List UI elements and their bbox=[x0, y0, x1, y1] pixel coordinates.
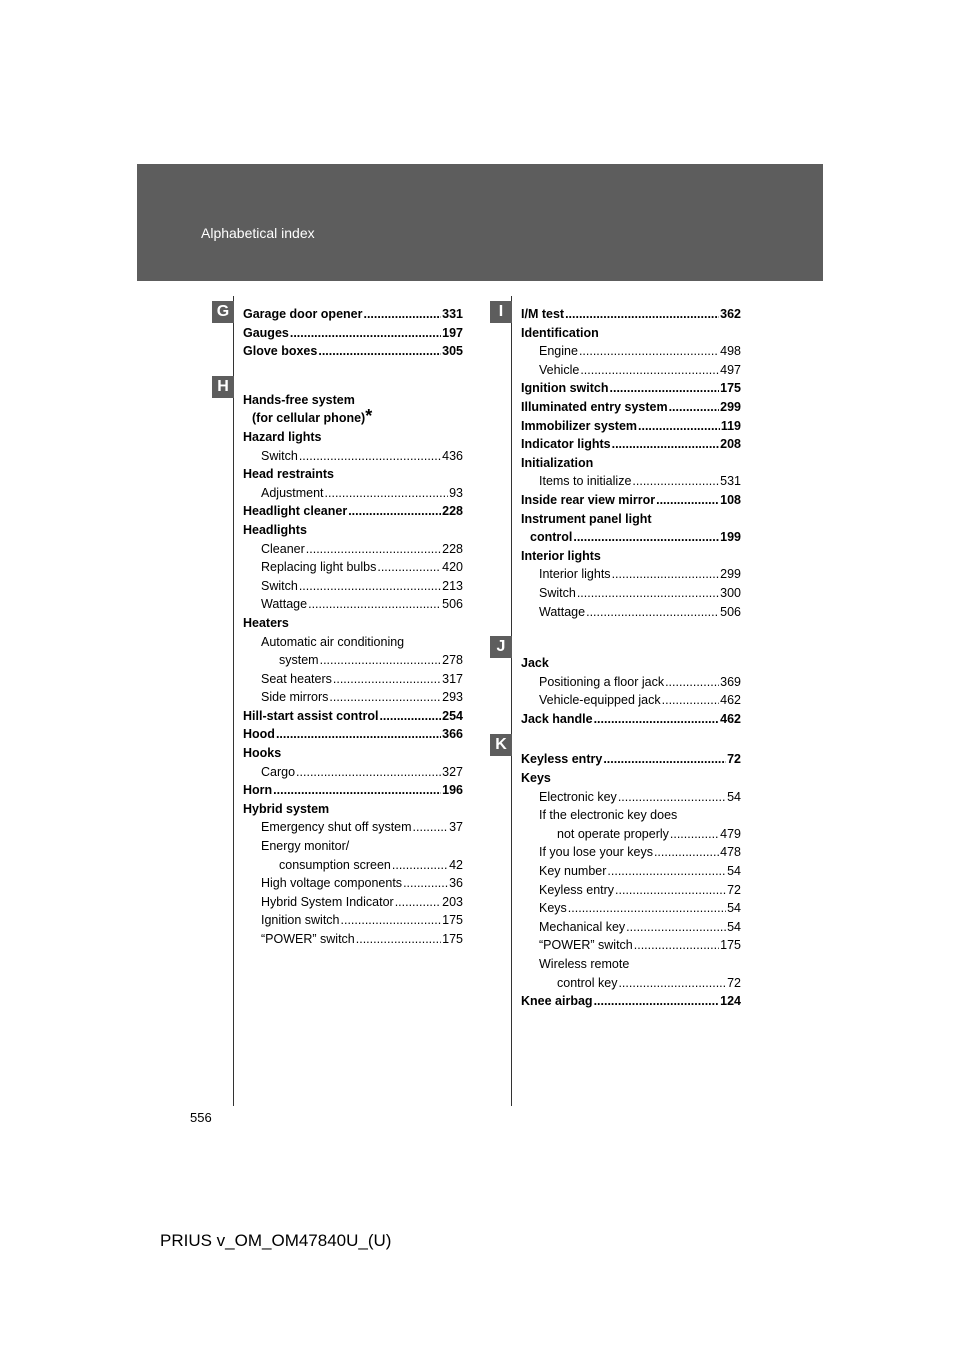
document-footer: PRIUS v_OM_OM47840U_(U) bbox=[160, 1231, 392, 1250]
index-entry[interactable]: Switch ..... 436 bbox=[243, 447, 463, 466]
index-entry[interactable]: Cleaner ..... 228 bbox=[243, 540, 463, 559]
index-entry[interactable]: Horn ..... 196 bbox=[243, 781, 463, 800]
letter-tab-h: H bbox=[212, 376, 234, 398]
index-entry[interactable]: Glove boxes ..... 305 bbox=[243, 342, 463, 361]
index-entry[interactable]: Mechanical key ..... 54 bbox=[521, 918, 741, 937]
index-heading: Initialization bbox=[521, 455, 594, 470]
index-entry[interactable]: Keyless entry ..... 72 bbox=[521, 750, 741, 769]
index-heading: Head restraints bbox=[243, 467, 335, 482]
index-entry[interactable]: not operate properly ..... 479 bbox=[521, 825, 741, 844]
index-entry[interactable]: Ignition switch ..... 175 bbox=[243, 911, 463, 930]
index-heading: Hybrid system bbox=[243, 801, 330, 816]
index-heading: Headlights bbox=[243, 522, 307, 537]
index-entry[interactable]: Keys ..... 54 bbox=[521, 899, 741, 918]
letter-tab-i: I bbox=[490, 301, 512, 323]
letter-tab-k: K bbox=[490, 734, 512, 756]
index-entry[interactable]: Adjustment ..... 93 bbox=[243, 484, 463, 503]
index-entry[interactable]: Indicator lights ..... 208 bbox=[521, 435, 741, 454]
index-entry[interactable]: Ignition switch ..... 175 bbox=[521, 379, 741, 398]
index-heading: Hands-free system bbox=[243, 392, 355, 407]
index-entry[interactable]: consumption screen ..... 42 bbox=[243, 856, 463, 875]
index-entry[interactable]: Emergency shut off system ..... 37 bbox=[243, 818, 463, 837]
index-entry[interactable]: Gauges ..... 197 bbox=[243, 324, 463, 343]
index-heading: Jack bbox=[521, 656, 549, 671]
index-entry[interactable]: Knee airbag ..... 124 bbox=[521, 992, 741, 1011]
index-entry[interactable]: Side mirrors ..... 293 bbox=[243, 688, 463, 707]
index-entry[interactable]: Interior lights ..... 299 bbox=[521, 565, 741, 584]
index-entry[interactable]: system ..... 278 bbox=[243, 651, 463, 670]
index-entry[interactable]: Switch ..... 213 bbox=[243, 577, 463, 596]
index-entry[interactable]: Hybrid System Indicator ..... 203 bbox=[243, 893, 463, 912]
left-rule bbox=[233, 296, 234, 1106]
index-entry[interactable]: control ..... 199 bbox=[521, 528, 741, 547]
index-entry[interactable]: Cargo ..... 327 bbox=[243, 763, 463, 782]
index-entry[interactable]: High voltage components ..... 36 bbox=[243, 874, 463, 893]
index-entry[interactable]: Vehicle ..... 497 bbox=[521, 361, 741, 380]
index-heading: Interior lights bbox=[521, 548, 601, 563]
index-entry[interactable]: Items to initialize ..... 531 bbox=[521, 472, 741, 491]
index-entry[interactable]: Inside rear view mirror ..... 108 bbox=[521, 491, 741, 510]
index-subheading: If the electronic key does bbox=[539, 808, 678, 823]
index-entry[interactable]: I/M test ..... 362 bbox=[521, 305, 741, 324]
section-title: Alphabetical index bbox=[201, 225, 315, 241]
index-entry[interactable]: Electronic key ..... 54 bbox=[521, 788, 741, 807]
index-entry[interactable]: Replacing light bulbs ..... 420 bbox=[243, 558, 463, 577]
index-entry[interactable]: “POWER” switch ..... 175 bbox=[243, 930, 463, 949]
index-entry[interactable]: Vehicle-equipped jack ..... 462 bbox=[521, 691, 741, 710]
index-subheading: Wireless remote bbox=[539, 957, 630, 971]
section-gap bbox=[521, 621, 741, 654]
index-entry[interactable]: Immobilizer system ..... 119 bbox=[521, 417, 741, 436]
index-entry[interactable]: control key ..... 72 bbox=[521, 974, 741, 993]
letter-tab-j: J bbox=[490, 636, 512, 658]
index-entry[interactable]: Headlight cleaner ..... 228 bbox=[243, 502, 463, 521]
index-subheading: Automatic air conditioning bbox=[261, 634, 405, 649]
index-heading: Hooks bbox=[243, 746, 282, 761]
middle-rule bbox=[511, 296, 512, 1106]
index-entry[interactable]: Key number ..... 54 bbox=[521, 862, 741, 881]
index-heading: Instrument panel light bbox=[521, 511, 652, 526]
index-heading: Heaters bbox=[243, 615, 289, 630]
index-entry[interactable]: Jack handle ..... 462 bbox=[521, 710, 741, 729]
index-entry[interactable]: Engine ..... 498 bbox=[521, 342, 741, 361]
index-entry[interactable]: Keyless entry ..... 72 bbox=[521, 881, 741, 900]
index-entry[interactable]: Seat heaters ..... 317 bbox=[243, 670, 463, 689]
index-column-right bbox=[521, 305, 741, 1011]
page-number: 556 bbox=[190, 1110, 212, 1125]
index-entry[interactable]: Illuminated entry system ..... 299 bbox=[521, 398, 741, 417]
index-entry[interactable]: Positioning a floor jack ..... 369 bbox=[521, 673, 741, 692]
index-heading: Identification bbox=[521, 325, 599, 340]
letter-tab-g: G bbox=[212, 301, 234, 323]
index-entry[interactable]: Hood ..... 366 bbox=[243, 725, 463, 744]
index-subheading: Energy monitor/ bbox=[261, 839, 350, 854]
index-entry[interactable]: “POWER” switch ..... 175 bbox=[521, 936, 741, 955]
index-entry[interactable]: Switch ..... 300 bbox=[521, 584, 741, 603]
index-entry[interactable]: Wattage ..... 506 bbox=[521, 603, 741, 622]
header-bar bbox=[137, 164, 823, 281]
index-entry[interactable]: Wattage ..... 506 bbox=[243, 595, 463, 614]
index-heading-continued: (for cellular phone) * bbox=[252, 406, 373, 427]
index-entry[interactable]: If you lose your keys ..... 478 bbox=[521, 843, 741, 862]
index-heading: Hazard lights bbox=[243, 429, 322, 444]
section-gap bbox=[521, 728, 741, 750]
section-gap bbox=[243, 361, 463, 391]
index-entry[interactable]: Hill-start assist control ..... 254 bbox=[243, 707, 463, 726]
index-heading: Keys bbox=[521, 771, 551, 786]
index-column-left bbox=[243, 305, 463, 949]
index-entry[interactable]: Garage door opener ..... 331 bbox=[243, 305, 463, 324]
